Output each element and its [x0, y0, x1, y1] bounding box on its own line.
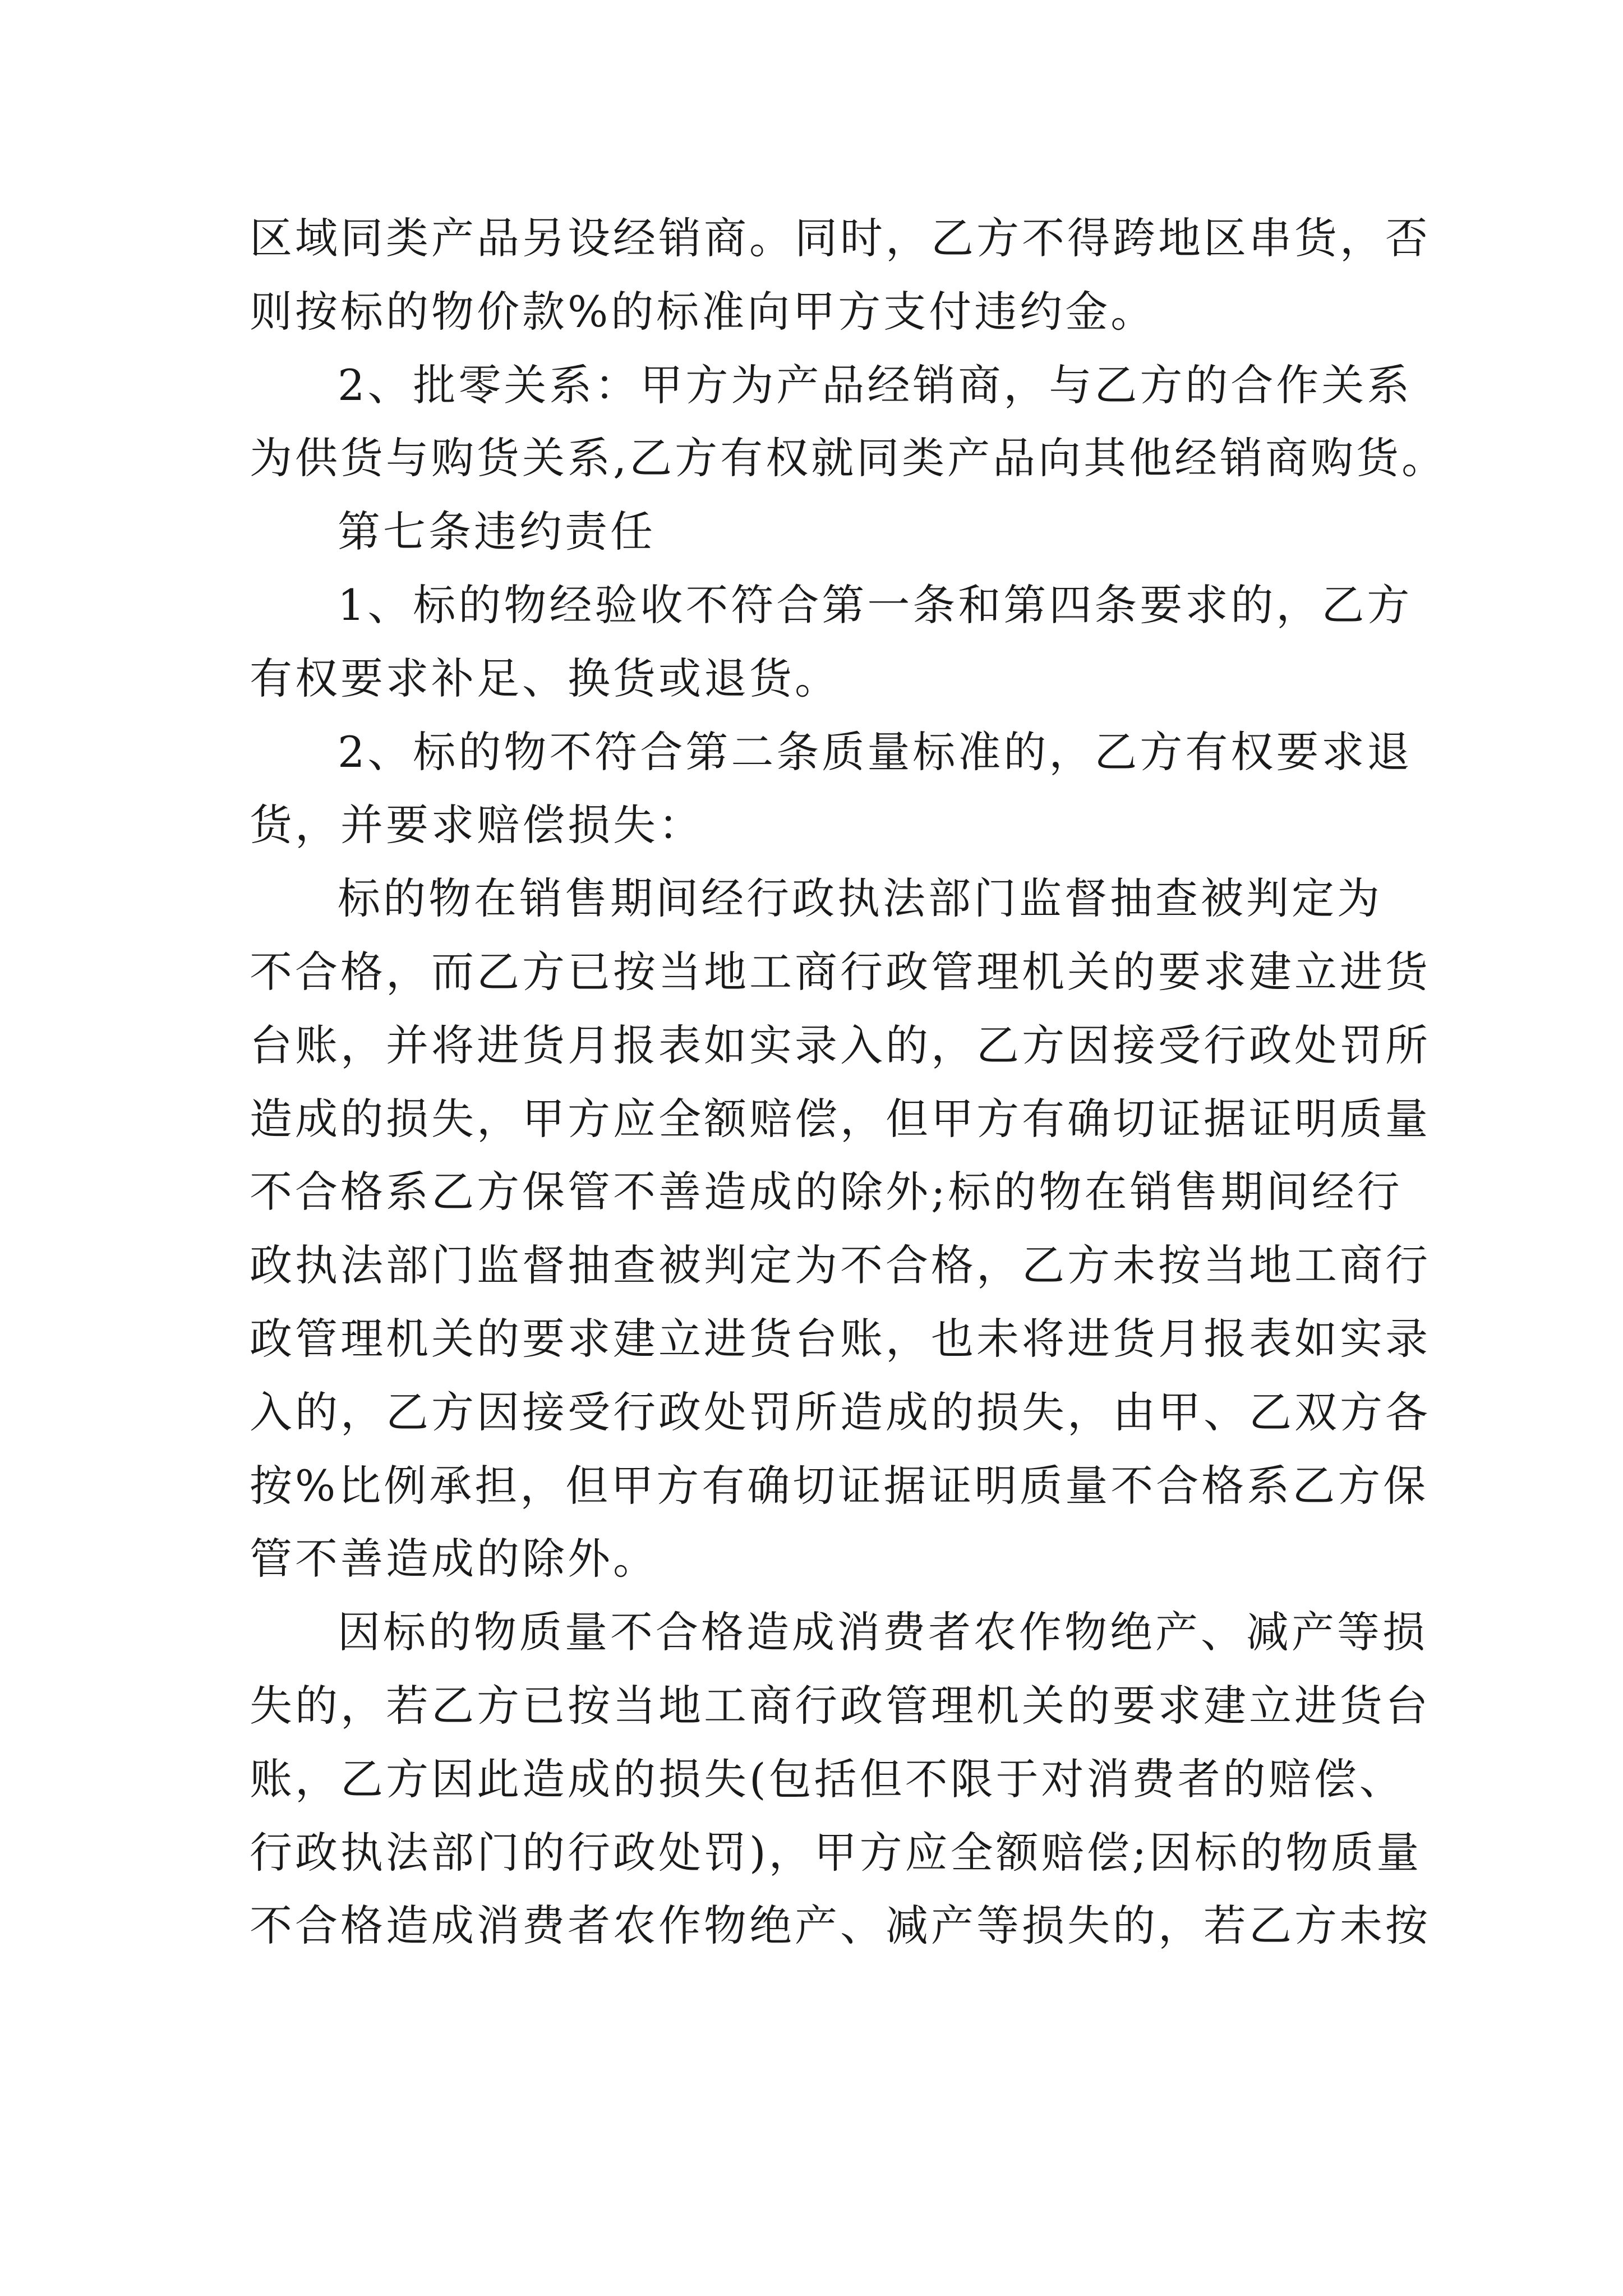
text-line-3: 2、批零关系：甲方为产品经销商，与乙方的合作关系 [338, 360, 1413, 410]
text-line-6: 1、标的物经验收不符合第一条和第四条要求的，乙方 [338, 579, 1413, 630]
text-line-23: 行政执法部门的行政处罚)，甲方应全额赔偿;因标的物质量 [250, 1827, 1422, 1878]
text-line-10: 标的物在销售期间经行政执法部门监督抽查被判定为 [338, 873, 1382, 924]
text-line-2: 则按标的物价款%的标准向甲方支付违约金。 [250, 286, 1156, 337]
text-line-16: 政管理机关的要求建立进货台账，也未将进货月报表如实录 [250, 1313, 1431, 1364]
text-line-8: 2、标的物不符合第二条质量标准的，乙方有权要求退 [338, 726, 1413, 777]
text-line-11: 不合格，而乙方已按当地工商行政管理机关的要求建立进货 [250, 946, 1431, 997]
text-line-4: 为供货与购货关系,乙方有权就同类产品向其他经销商购货。 [250, 433, 1447, 484]
section-heading: 第七条违约责任 [338, 507, 656, 557]
document-body [250, 202, 1447, 1963]
text-line-9: 货，并要求赔偿损失： [250, 800, 704, 850]
text-line-7: 有权要求补足、换货或退货。 [250, 653, 840, 703]
text-line-12: 台账，并将进货月报表如实录入的，乙方因接受行政处罚所 [250, 1020, 1431, 1070]
text-line-22: 账，乙方因此造成的损失(包括但不限于对消费者的赔偿、 [250, 1754, 1405, 1804]
text-line-19: 管不善造成的除外。 [250, 1534, 658, 1584]
text-line-1: 区域同类产品另设经销商。同时，乙方不得跨地区串货，否 [250, 213, 1431, 263]
text-line-20: 因标的物质量不合格造成消费者农作物绝产、减产等损 [338, 1607, 1428, 1658]
text-line-24: 不合格造成消费者农作物绝产、减产等损失的，若乙方未按 [250, 1901, 1431, 1951]
text-line-14: 不合格系乙方保管不善造成的除外;标的物在销售期间经行 [250, 1167, 1403, 1217]
text-line-18: 按%比例承担，但甲方有确切证据证明质量不合格系乙方保 [250, 1460, 1429, 1511]
text-line-13: 造成的损失，甲方应全额赔偿，但甲方有确切证据证明质量 [250, 1093, 1431, 1144]
text-line-15: 政执法部门监督抽查被判定为不合格，乙方未按当地工商行 [250, 1240, 1431, 1291]
text-line-17: 入的，乙方因接受行政处罚所造成的损失，由甲、乙双方各 [250, 1387, 1431, 1437]
text-line-21: 失的，若乙方已按当地工商行政管理机关的要求建立进货台 [250, 1680, 1431, 1731]
